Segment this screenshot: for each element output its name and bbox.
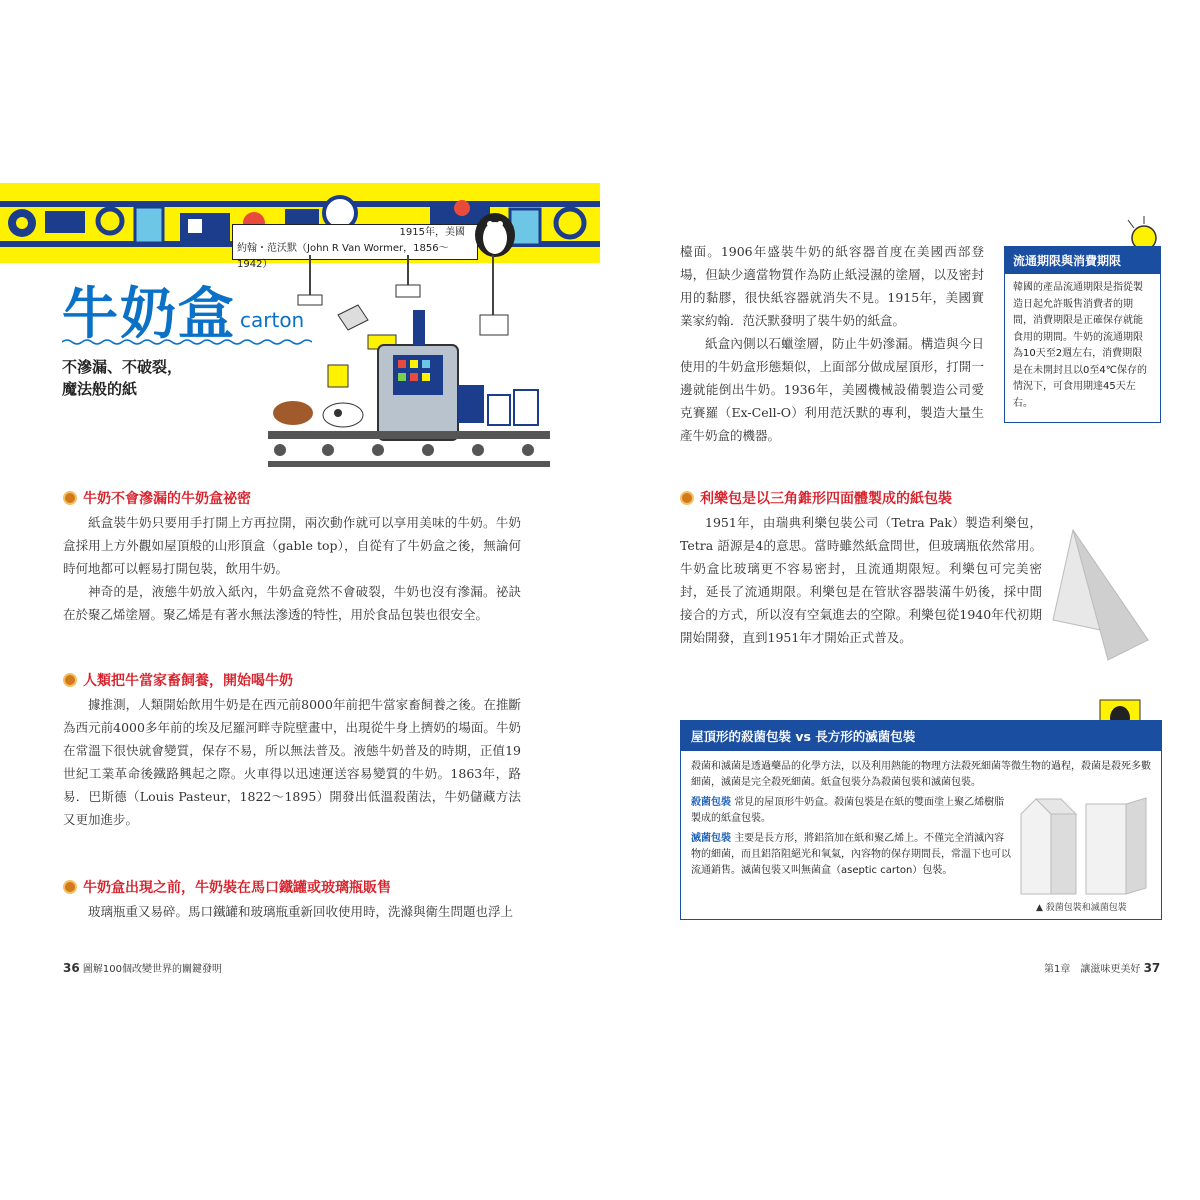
section-body-4: 1951年，由瑞典利樂包裝公司（Tetra Pak）製造利樂包，Tetra 語源是4的意思。當時雖然紙盒問世，但玻璃瓶依然常用。牛奶盒比玻璃更不容易密封，且流通期限短。利樂包可完美密封，延長了流通期限。利樂包是在管狀容器裝滿牛奶後，採中間接合的方式，所以沒有空氣進去的空隙。利樂包從1940年代初期開始開發，直到1951年才開始正式普及。: [680, 515, 1042, 645]
inventor-name: 約翰・范沃默（John R Van Wormer，1856～1942）: [237, 243, 449, 270]
pasteurized-label: 殺菌包裝: [691, 797, 731, 808]
section-heading-1: 牛奶不會滲漏的牛奶盒祕密: [63, 488, 251, 508]
milk-factory-illustration: [268, 255, 550, 467]
section-body-1: 紙盒裝牛奶只要用手打開上方再拉開，兩次動作就可以享用美味的牛奶。牛奶盒採用上方外觀如屋頂般的山形頂盒（gable top），自從有了牛奶盒之後，無論何時何地都可以輕易打開包裝，飲用牛奶。 神奇的是，液態牛奶放入紙內，牛奶盒竟然不會破裂，牛奶也沒有滲漏。祕訣在於聚乙烯塗層。聚乙烯是有著水無法滲透的特性，用於食品包裝也很安全。: [63, 515, 521, 622]
sidebar-note-box: [1004, 246, 1161, 423]
penguin-mascot-icon: [470, 200, 520, 260]
comparison-heading: 屋頂形的殺菌包裝 vs 長方形的滅菌包裝: [681, 721, 1161, 751]
section-heading-3: 牛奶盒出現之前，牛奶裝在馬口鐵罐或玻璃瓶販售: [63, 877, 391, 897]
comparison-body: 殺菌和滅菌是透過藥品的化學方法，以及利用熱能的物理方法殺死細菌等微生物的過程，殺菌是殺死多數細菌，滅菌是完全殺死細菌。紙盒包裝分為殺菌包裝和滅菌包裝。 殺菌包裝 常見的屋頂形牛奶盒。殺菌包裝是在紙的雙面塗上聚乙烯樹脂製成的紙盒包裝。 滅菌包裝 主要是長方形，將鋁箔加在紙和聚乙烯上。不僅完全消滅內容物的細菌，而且鋁箔阻絕光和氧氣，內容物的保存期間長，常溫下也可以流通銷售。滅菌包裝又叫無菌盒（aseptic carton）包裝。: [691, 761, 1151, 876]
right-body-top: 檯面。1906年盛裝牛奶的紙容器首度在美國西部登場，但缺少適當物質作為防止紙浸濕的塗層，以及密封用的黏膠，很快紙容器就消失不見。1915年，美國實業家約翰．范沃默發明了裝牛奶的紙盒。 紙盒內側以石蠟塗層，防止牛奶滲漏。構造與今日使用的牛奶盒形態類似，上面部分做成屋頂形，打開一邊就能倒出牛奶。1936年，美國機械設備製造公司愛克賽羅（Ex-Cell-O）利用范沃默的專利，製造大量生產牛奶盒的機器。: [680, 244, 984, 443]
section-heading-2: 人類把牛當家畜飼養，開始喝牛奶: [63, 670, 293, 690]
image-caption: ▲ 殺菌包裝和滅菌包裝: [1036, 903, 1127, 913]
carton-packages-image: [1016, 794, 1152, 898]
invention-year: 1915年，美國: [399, 227, 465, 238]
page-title: 牛奶盒: [62, 282, 236, 347]
bullet-icon: [63, 491, 77, 505]
section-body-2: 據推測，人類開始飲用牛奶是在西元前8000年前把牛當家畜飼養之後。在推斷為西元前4000多年前的埃及尼羅河畔寺院壁畫中，出現從牛身上擠奶的場面。牛奶在常溫下很快就會變質，保存不易，所以無法普及。液態牛奶普及的時期，正值19世紀工業革命後鐵路興起之際。火車得以迅速運送容易變質的牛奶。1863年，路易．巴斯德（Louis Pasteur，1822～1895）開發出低溫殺菌法，牛奶儲藏方法又更加進步。: [63, 697, 521, 827]
bullet-icon: [63, 673, 77, 687]
sidebar-note-body: 韓國的產品流通期限是指從製造日起允許販售消費者的期間，消費期限是正確保存就能食用的期間。牛奶的流通期限為10天至2週左右，消費期限是在未開封且以0至4℃保存的情況下，可食用期達45天左右。: [1013, 282, 1147, 409]
section-heading-4: 利樂包是以三角錐形四面體製成的紙包裝: [680, 488, 952, 508]
bullet-icon: [680, 491, 694, 505]
footer-right: 第1章 讓滋味更美好 37: [1044, 961, 1161, 975]
bullet-icon: [63, 880, 77, 894]
sidebar-note-heading: 流通期限與消費期限: [1005, 247, 1160, 274]
sterilized-label: 滅菌包裝: [691, 833, 731, 844]
tagline: 不滲漏、不破裂， 魔法般的紙: [62, 358, 183, 398]
page-subtitle: carton: [240, 308, 305, 332]
page-number-left: 36: [63, 961, 80, 975]
page-number-right: 37: [1143, 961, 1161, 975]
tetra-pak-image: [1048, 520, 1158, 670]
footer-left: 36 圖解100個改變世界的關鍵發明: [63, 961, 222, 975]
section-body-3: 玻璃瓶重又易碎。馬口鐵罐和玻璃瓶重新回收使用時，洗滌與衛生問題也浮上: [88, 904, 514, 919]
